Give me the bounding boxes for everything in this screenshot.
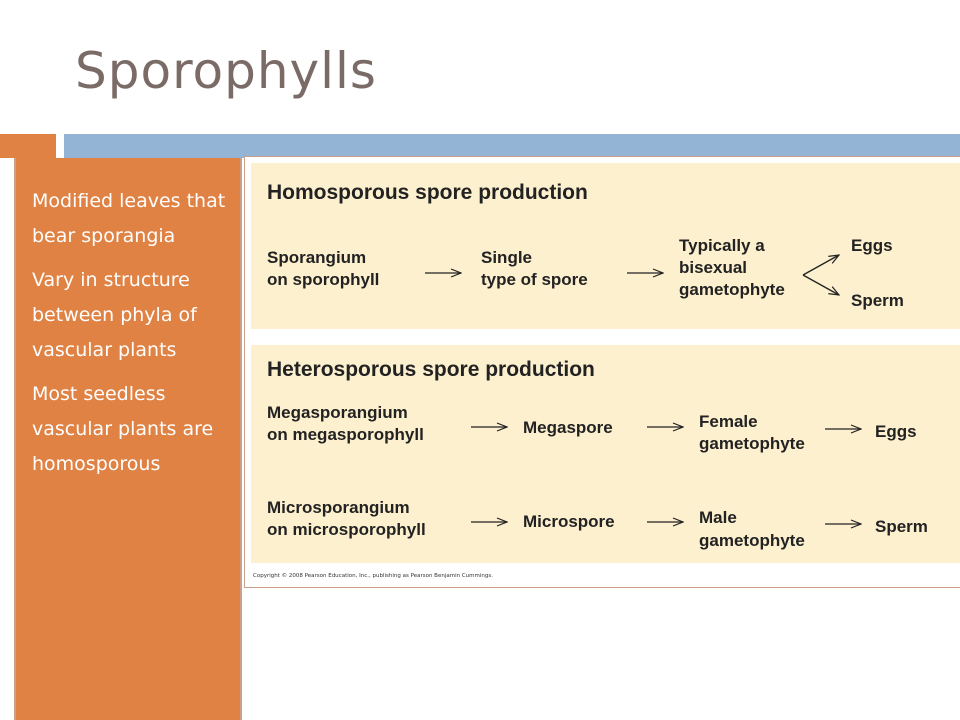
bullet-panel (14, 158, 242, 720)
mega-step3-line2: gametophyte (699, 434, 805, 453)
mega-step1-line1: Megasporangium (267, 403, 408, 422)
bullet-item: Most seedless vascular plants are homosporous (32, 383, 214, 475)
micro-step1-line1: Microsporangium (267, 498, 410, 517)
spore-diagram (245, 157, 960, 589)
homo-output-eggs: Eggs (851, 236, 893, 255)
homo-step1-line2: on sporophyll (267, 270, 380, 289)
homo-step2-line2: type of spore (481, 270, 588, 289)
bullet-list (16, 158, 240, 482)
micro-step2: Microspore (523, 512, 615, 531)
spore-production-figure (244, 156, 960, 588)
mega-output-eggs: Eggs (875, 422, 917, 441)
copyright-note: Copyright © 2008 Pearson Education, Inc., publishing as Pearson Benjamin Cummings. (253, 573, 494, 579)
accent-bar-blue (64, 134, 960, 158)
homo-step3-line3: gametophyte (679, 280, 785, 299)
bullet-item: Modified leaves that bear sporangia (32, 190, 226, 247)
micro-output-sperm: Sperm (875, 517, 928, 536)
homo-step2-line1: Single (481, 248, 533, 267)
bullet-item: Vary in structure between phyla of vascular plants (32, 269, 197, 361)
slide-title: Sporophylls (75, 42, 377, 100)
mega-step3-line1: Female (699, 412, 758, 431)
homo-step3-line1: Typically a (679, 236, 765, 255)
homo-step1-line1: Sporangium (267, 248, 367, 267)
homo-output-sperm: Sperm (851, 291, 904, 310)
homosporous-heading: Homosporous spore production (267, 181, 588, 204)
mega-step1-line2: on megasporophyll (267, 425, 424, 444)
accent-bar-orange (0, 134, 56, 158)
mega-step2: Megaspore (523, 418, 613, 437)
micro-step3-line1: Male (699, 508, 737, 527)
homo-step3-line2: bisexual (679, 258, 748, 277)
micro-step1-line2: on microsporophyll (267, 520, 426, 539)
micro-step3-line2: gametophyte (699, 531, 805, 550)
heterosporous-heading: Heterosporous spore production (267, 358, 595, 381)
